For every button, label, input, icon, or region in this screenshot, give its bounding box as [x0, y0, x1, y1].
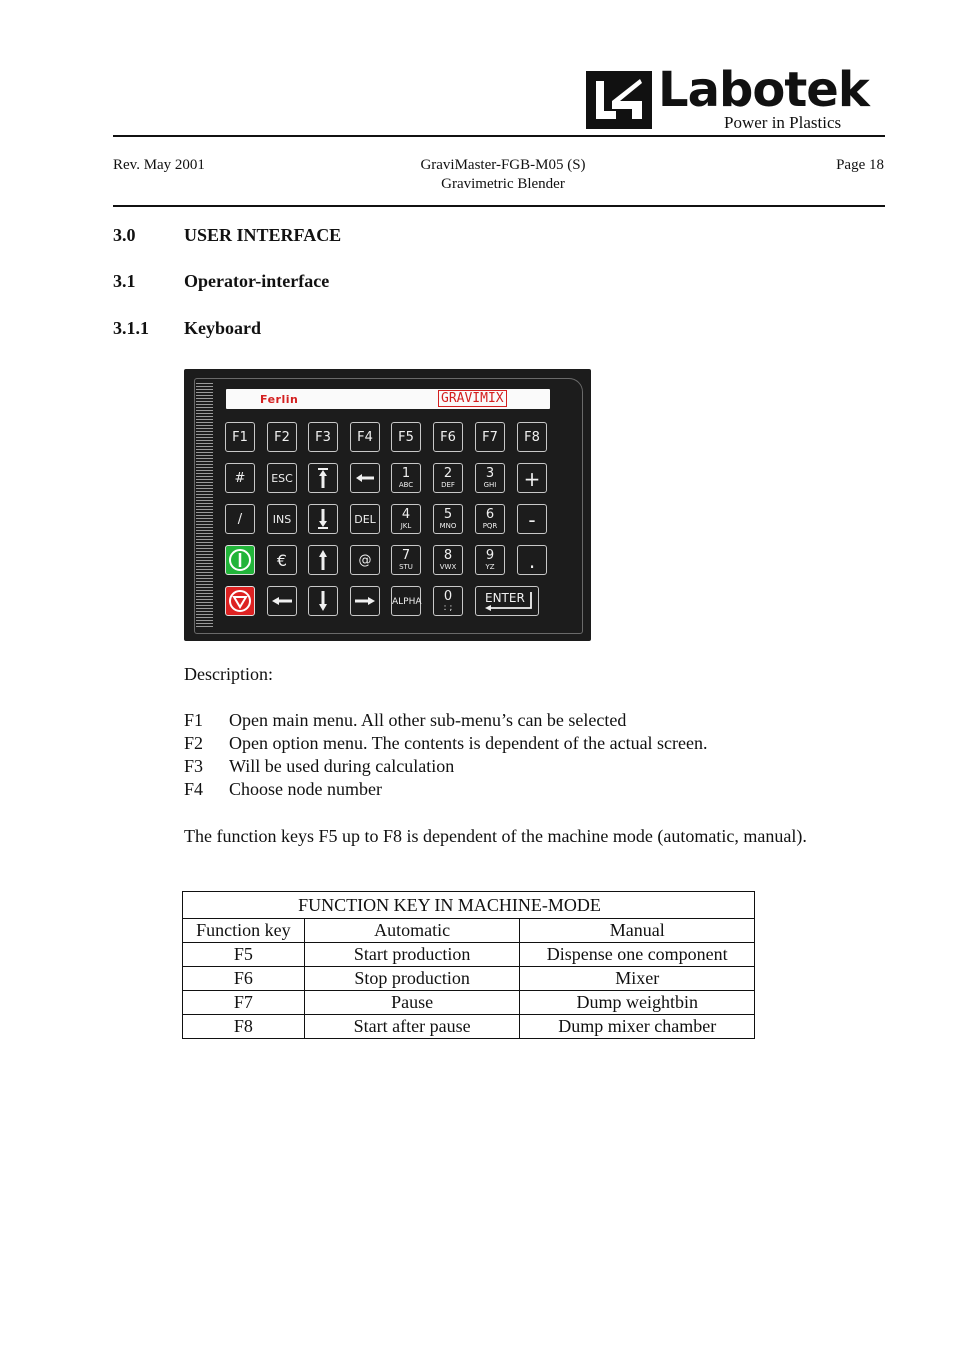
- key-label: INS: [272, 513, 292, 526]
- table-header-cell: Function key: [183, 919, 305, 943]
- table-header-row: [183, 919, 755, 943]
- description-key: F2: [184, 733, 204, 753]
- key-page-down[interactable]: [308, 504, 338, 534]
- description-key: F3: [184, 756, 204, 776]
- key-arrow-left[interactable]: [267, 586, 297, 616]
- display-brand: Ferlin: [260, 393, 299, 406]
- header-bottom-rule: [113, 205, 885, 207]
- description-text: Will be used during calculation: [229, 756, 455, 776]
- table-title-text: FUNCTION KEY IN MACHINE-MODE: [298, 894, 601, 915]
- function-key-table: [182, 891, 755, 1039]
- arrow-up-bar-icon: [309, 464, 337, 492]
- key-6[interactable]: [475, 504, 505, 534]
- table-cell: Mixer: [520, 967, 755, 991]
- key-1[interactable]: [391, 463, 421, 493]
- key-sublabel: ABC: [398, 481, 414, 489]
- key-label: .: [528, 549, 536, 573]
- table-cell: F5: [183, 943, 305, 967]
- key-label: F2: [274, 430, 290, 445]
- key-9[interactable]: [475, 545, 505, 575]
- key-label: F5: [398, 430, 414, 445]
- key-label: 2: [443, 466, 453, 481]
- table-header-cell: Automatic: [304, 919, 520, 943]
- key-sublabel: STU: [399, 563, 413, 571]
- table-cell: Pause: [304, 991, 520, 1015]
- table-row: [183, 1015, 755, 1039]
- key-label: #: [234, 471, 246, 486]
- document-title: [330, 156, 676, 194]
- table-row: [183, 943, 755, 967]
- key-3[interactable]: [475, 463, 505, 493]
- key-7[interactable]: [391, 545, 421, 575]
- table-cell: F6: [183, 967, 305, 991]
- start-icon: [226, 546, 254, 574]
- key-sublabel: JKL: [400, 522, 412, 530]
- key-start[interactable]: [225, 545, 255, 575]
- key-label: €: [276, 551, 288, 570]
- key-label: 3: [485, 466, 495, 481]
- key-label: 9: [485, 548, 495, 563]
- key-label: 7: [401, 548, 411, 563]
- key-f3[interactable]: [308, 422, 338, 452]
- table-cell: Stop production: [304, 967, 520, 991]
- key-slash[interactable]: [225, 504, 255, 534]
- key-label: F6: [440, 430, 456, 445]
- logo-tagline: Power in Plastics: [724, 113, 842, 132]
- arrow-left-icon: [351, 464, 379, 492]
- table-row: [183, 991, 755, 1015]
- key-2[interactable]: [433, 463, 463, 493]
- key-sublabel: DEF: [441, 481, 455, 489]
- key-minus[interactable]: [517, 504, 547, 534]
- key-sublabel: PQR: [482, 522, 498, 530]
- section-number: 3.1: [113, 271, 136, 291]
- stop-icon: [226, 587, 254, 615]
- section-title: Keyboard: [184, 318, 262, 338]
- key-label: -: [528, 508, 536, 532]
- key-label: +: [523, 467, 541, 491]
- key-label: DEL: [354, 513, 376, 526]
- key-label: ESC: [271, 472, 293, 485]
- key-euro[interactable]: [267, 545, 297, 575]
- arrow-down-bar-icon: [309, 505, 337, 533]
- key-sublabel: VWX: [439, 563, 457, 571]
- arrow-down-icon: [309, 587, 337, 615]
- key-label: 1: [401, 466, 411, 481]
- key-f8[interactable]: [517, 422, 547, 452]
- function-keys-note: The function keys F5 up to F8 is dependent of the machine mode (automatic, manual).: [184, 826, 807, 846]
- document-subtitle-line: Gravimetric Blender: [441, 176, 565, 192]
- table-cell: F8: [183, 1015, 305, 1039]
- display-product: GRAVIMIX: [438, 390, 507, 407]
- description-key: F1: [184, 710, 204, 730]
- key-plus[interactable]: [517, 463, 547, 493]
- section-number: 3.1.1: [113, 318, 149, 338]
- key-label: F8: [524, 430, 540, 445]
- key-stop[interactable]: [225, 586, 255, 616]
- key-0[interactable]: [433, 586, 463, 616]
- description-key: F4: [184, 779, 204, 799]
- table-title: [183, 892, 755, 919]
- key-arrow-up[interactable]: [308, 545, 338, 575]
- table-cell: Dump weightbin: [520, 991, 755, 1015]
- key-5[interactable]: [433, 504, 463, 534]
- key-label: F3: [315, 430, 331, 445]
- description-heading: Description:: [184, 664, 273, 684]
- key-alpha[interactable]: [391, 586, 421, 616]
- key-f5[interactable]: [391, 422, 421, 452]
- key-del[interactable]: [350, 504, 380, 534]
- description-text: Open main menu. All other sub-menu’s can be selected: [229, 710, 627, 730]
- key-label: F7: [482, 430, 498, 445]
- key-ins[interactable]: [267, 504, 297, 534]
- arrow-left-icon: [268, 587, 296, 615]
- key-page-up[interactable]: [308, 463, 338, 493]
- key-f4[interactable]: [350, 422, 380, 452]
- arrow-up-icon: [309, 546, 337, 574]
- key-label: 8: [443, 548, 453, 563]
- key-sublabel: GHI: [483, 481, 497, 489]
- key-arrow-down[interactable]: [308, 586, 338, 616]
- key-f7[interactable]: [475, 422, 505, 452]
- key-label: F1: [232, 430, 248, 445]
- enter-icon: [476, 587, 538, 615]
- key-label: F4: [357, 430, 373, 445]
- table-header-cell: Manual: [520, 919, 755, 943]
- section-title: Operator-interface: [184, 271, 330, 291]
- section-number: 3.0: [113, 225, 136, 245]
- key-sublabel: : ;: [443, 603, 453, 613]
- key-4[interactable]: [391, 504, 421, 534]
- table-cell: Dispense one component: [520, 943, 755, 967]
- table-cell: Start production: [304, 943, 520, 967]
- key-esc[interactable]: [267, 463, 297, 493]
- header-top-rule: [113, 135, 885, 137]
- key-label: ENTER: [485, 591, 525, 605]
- keyboard-panel-image: [184, 369, 591, 641]
- key-label: 5: [443, 507, 453, 522]
- key-arrow-right[interactable]: [350, 586, 380, 616]
- keyboard-display: [226, 389, 550, 409]
- section-title: USER INTERFACE: [184, 225, 342, 245]
- key-label: @: [358, 553, 372, 568]
- key-8[interactable]: [433, 545, 463, 575]
- keyboard-grip-stripes: [196, 383, 213, 627]
- key-label: ALPHA: [392, 597, 422, 607]
- table-cell: F7: [183, 991, 305, 1015]
- key-backspace[interactable]: [350, 463, 380, 493]
- description-text: Open option menu. The contents is dependent of the actual screen.: [229, 733, 708, 753]
- description-text: Choose node number: [229, 779, 382, 799]
- key-f1[interactable]: [225, 422, 255, 452]
- key-label: 0: [443, 589, 453, 604]
- key-enter[interactable]: [475, 586, 539, 616]
- labotek-logo-mark-icon: [586, 71, 652, 129]
- key-f6[interactable]: [433, 422, 463, 452]
- key-period[interactable]: [517, 545, 547, 575]
- table-cell: Dump mixer chamber: [520, 1015, 755, 1039]
- key-label: 6: [485, 507, 495, 522]
- arrow-right-icon: [351, 587, 379, 615]
- table-cell: Start after pause: [304, 1015, 520, 1039]
- document-title-line: GraviMaster-FGB-M05 (S): [420, 157, 586, 173]
- logo-wordmark: Labotek: [658, 62, 869, 118]
- key-label: /: [237, 512, 243, 527]
- key-at[interactable]: [350, 545, 380, 575]
- key-sublabel: YZ: [485, 563, 495, 571]
- revision-date: Rev. May 2001: [113, 157, 205, 173]
- page-number: Page 18: [836, 157, 884, 173]
- key-sublabel: MNO: [439, 522, 457, 530]
- table-title-row: [183, 892, 755, 919]
- key-f2[interactable]: [267, 422, 297, 452]
- table-row: [183, 967, 755, 991]
- key-hash[interactable]: [225, 463, 255, 493]
- key-label: 4: [401, 507, 411, 522]
